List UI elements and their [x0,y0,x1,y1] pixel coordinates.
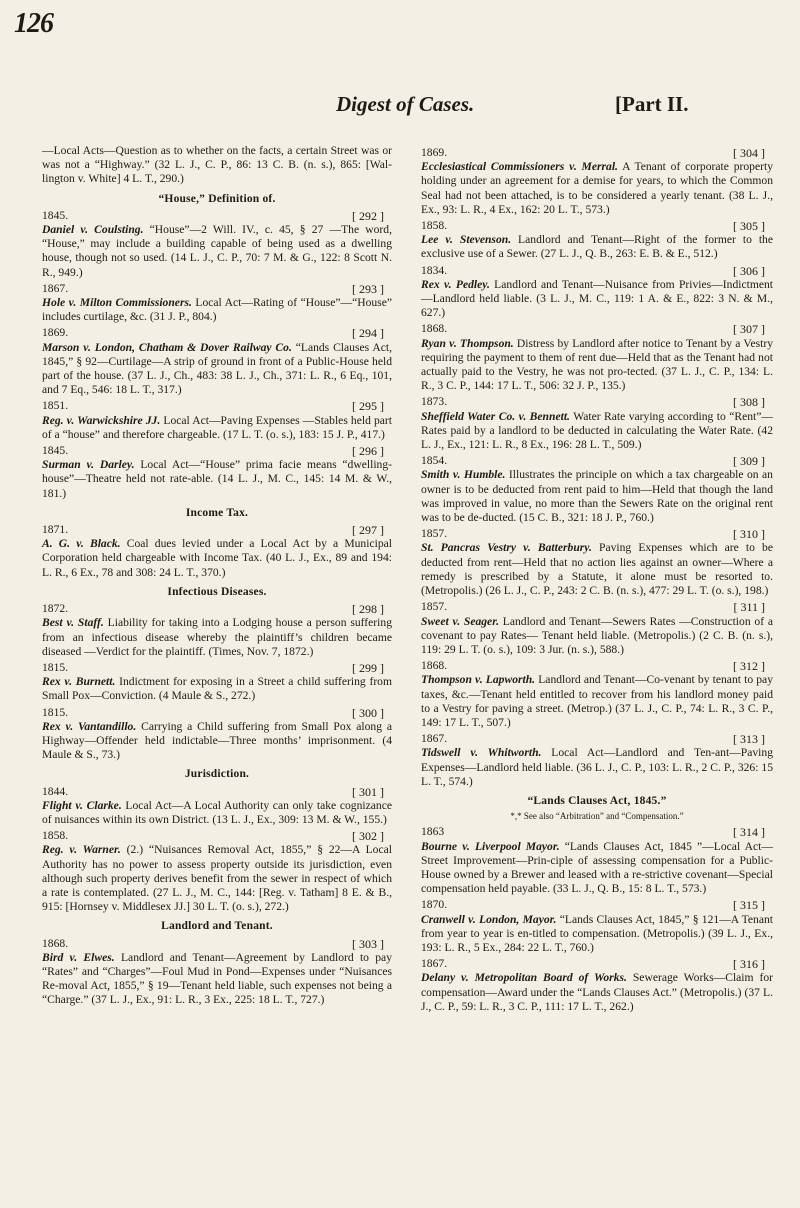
case-year: 1858. [421,219,448,233]
case-year: 1868. [421,322,448,336]
left-column [42,144,392,1009]
case-text: Landlord and Tenant—Nuisance from Privies—Indictment—Landlord held liable. (3 L. J., M. C., 119: 1 A. & E., 822: 3 N. & M., 627.) [421,277,774,320]
case-title: Bird v. Elwes. [42,950,115,964]
case-number: [ 310 ] [733,527,765,542]
case-entry [421,264,773,321]
case-text: “Lands Clauses Act, 1845 ”—Local Act—Street Improvement—Prin-ciple of assessing compensation for a Public-House owned by a Brewer and leased with a re-strictive covenant—Special compensation held payable. (33 L. J., Q. B., 15: 8 L. T., 573.) [421,839,773,896]
case-year-row [421,527,773,541]
case-body [42,414,392,442]
case-text: Landlord and Tenant—Sewers Rates —Construction of a covenant to pay Rates— Tenant held liable. (Metropolis.) (2 C. B. (n. s.), 119: 29 L. T. (o. s.), 109: 3 Jur. (n. s.), 588.) [421,614,773,656]
case-number: [ 295 ] [352,399,384,414]
case-entry [42,209,392,280]
case-body [42,458,392,501]
case-number: [ 316 ] [733,957,765,972]
case-year-row [42,706,392,720]
case-year: 1869. [42,326,69,340]
case-text: “Lands Clauses Act, 1845,” § 92—Curtilage—A strip of ground in front of a Public-House held part of the house. (37 L. J., Ch., 483: 38 L. J., Ch., 371: L. R., 6 Eq., 101, and 7 Eq., 546: 18 L. T., 317.) [42,340,392,397]
case-text: Local Act—“House” prima facie means “dwelling-house”—Theatre held not rate-able. (14 L. J., M. C., 145: 14 M. & W., 181.) [42,458,392,500]
case-text: Indictment for exposing in a Street a child suffering from Small Pox—Conviction. (4 Maule & S., 272.) [42,675,392,703]
case-body [421,673,773,730]
case-title: Delany v. Metropolitan Board of Works. [421,971,627,985]
case-number: [ 306 ] [733,263,765,278]
case-year: 1845. [42,208,69,222]
case-text: “Lands Clauses Act, 1845,” § 121—A Tenant from year to year is en-titled to compensation. (Metropolis.) (39 L. J., Ex., 193: L. R., 5 Ex., 284: 22 L. T., 760.) [421,912,773,954]
case-year-row [421,219,773,233]
case-body [421,278,773,321]
case-title: Marson v. London, Chatham & Dover Railway Co. [42,340,292,354]
case-text: Local Act—Paving Expenses —Stables held part of a “house” and therefore chargeable. (17 L. T. (o. s.), 183: 15 J. P., 417.) [42,413,393,441]
case-body [421,160,773,217]
case-year-row [421,825,773,839]
case-title: Bourne v. Liverpool Mayor. [421,839,560,853]
case-year: 1867. [421,732,448,746]
case-entry [421,219,773,262]
see-also-note: *,* See also “Arbitration” and “Compensation.” [510,811,684,822]
case-title: Reg. v. Warner. [42,843,121,857]
case-text: A Tenant of corporate property holding under an agreement for a demise for years, to which the Common Seal had not been attached, is to be considered a yearly tenant. (38 L. J., Ex., 93: L. R., 4 Ex., 162: 20 L. T., 573.) [421,160,773,216]
header-part: [Part II. [615,92,689,116]
case-year-row [421,322,773,336]
case-title: A. G. v. Black. [42,537,121,551]
running-header [0,92,800,122]
section-heading: “House,” Definition of. [158,192,276,205]
case-body [421,615,773,658]
case-entry [42,706,392,763]
left-intro: —Local Acts—Question as to whether on the facts, a certain Street was or was not a “Highway.” (32 L. J., C. P., 86: 13 C. B. (n. s.), 865: [Wal-lington v. White] 4 L. T., 290.) [42,144,392,186]
case-text: Local Act—Rating of “House”—“House” includes curtilage, &c. (31 J. P., 804.) [42,296,392,324]
case-number: [ 305 ] [733,219,765,234]
case-body [421,233,773,261]
case-title: Thompson v. Lapworth. [421,673,536,687]
case-number: [ 299 ] [352,660,384,675]
case-title: Lee v. Stevenson. [421,233,512,247]
case-entry [42,444,392,501]
case-year: 1834. [421,263,448,277]
case-body [421,468,773,525]
case-title: Reg. v. Warwickshire JJ. [42,413,161,427]
case-year: 1867. [42,281,69,295]
case-title: Tidswell v. Whitworth. [421,746,542,760]
case-entry [421,454,773,525]
case-year-row [421,957,773,971]
case-entry [421,146,773,217]
case-body [421,913,773,956]
case-title: Cranwell v. London, Mayor. [421,912,557,926]
case-body [421,541,773,598]
case-title: Hole v. Milton Commissioners. [42,296,192,310]
case-title: Rex v. Vantandillo. [42,719,137,733]
case-year: 1857. [421,527,448,541]
case-text: Water Rate varying according to “Rent”—Rates paid by a landlord to be deducted in calculating the Water Rate. (42 L. J., Ex., 121: L. R., 8 Ex., 196: 28 L. T., 509.) [421,409,773,452]
case-title: Ecclesiastical Commissioners v. Merral. [421,160,618,174]
case-body [42,537,392,580]
case-number: [ 298 ] [352,602,384,617]
case-number: [ 294 ] [352,326,384,341]
case-year-row [42,326,392,340]
case-body [42,223,392,280]
case-year-row [42,785,392,799]
case-title: St. Pancras Vestry v. Batterbury. [421,541,592,555]
case-text: Landlord and Tenant—Agreement by Landlord to pay “Rates” and “Charges”—Foul Mud in Pond—Expenses under “Nuisances Re-moval Act, 1855,” § 19—Tenant held liable, such expenses not being a “Charge.” (37 L. J., Ex., 91: L. R., 3 Ex., 225: 18 L. T., 727.) [42,950,392,1007]
case-text: Local Act—Landlord and Ten-ant—Paving Expenses—Landlord held liable. (36 L. J., C. P., 103: L. R., 2 C. P., 326: 15 L. T., 574.) [421,746,773,788]
case-number: [ 314 ] [733,825,765,840]
section-heading: Income Tax. [185,506,249,519]
case-year-row [421,454,773,468]
case-year-row [421,898,773,912]
case-title: Smith v. Humble. [421,468,506,482]
case-year: 1870. [421,898,448,912]
case-body [42,675,392,703]
case-number: [ 296 ] [352,444,384,459]
case-year-row [42,523,392,537]
case-entry [421,600,773,657]
case-year-row [42,209,392,223]
case-number: [ 307 ] [733,322,765,337]
case-year: 1858. [42,829,69,843]
case-body [42,951,392,1008]
case-entry [42,785,392,828]
case-year: 1845. [42,444,69,458]
section-heading: Jurisdiction. [184,768,250,781]
case-title: Surman v. Darley. [42,458,135,472]
case-year-row [421,146,773,160]
case-entry [421,395,773,452]
case-text: (2.) “Nuisances Removal Act, 1855,” § 22—A Local Authority has no power to assess property outside its jurisdiction, even although such property derives benefit from the sewer in respect of which a rate is contemplated. (27 L. J., M. C., 144: [Reg. v. Tatham] 8 E. & B., 915: [Hornsey v. Middlesex JJ.] 30 L. T. (o. s.), 272.) [42,843,392,914]
case-text: “House”—2 Will. IV., c. 45, § 27 —The word, “House,” may include a building capable of being used as a dwelling house, though not so used. (14 L. J., C. P., 70: 7 M. & G., 122: 8 Scott N. R., 949.) [42,223,392,279]
case-number: [ 304 ] [733,146,765,160]
section-heading: Landlord and Tenant. [161,920,273,933]
case-body [421,337,773,394]
case-title: Sweet v. Seager. [421,614,499,628]
case-number: [ 315 ] [733,898,765,913]
case-number: [ 311 ] [733,600,765,615]
case-year-row [42,829,392,843]
case-entry [42,523,392,580]
case-title: Sheffield Water Co. v. Bennett. [421,409,570,423]
case-text: Distress by Landlord after notice to Tenant by a Vestry requiring the payment to them of rent due—Held that as the Tenant had not actually paid to the Vestry, he was not pro-tected. (37 L. J., C. P., 134: L. R., 3 C. P., 144: 17 L. T., 506: 32 J. P., 135.) [421,336,774,393]
case-entry [421,732,773,789]
case-number: [ 308 ] [733,395,765,410]
case-year: 1863 [421,825,445,839]
case-year: 1868. [421,659,448,673]
right-column [421,144,773,1015]
header-title: Digest of Cases. [336,92,475,116]
case-year: 1851. [42,399,69,413]
case-year-row [421,395,773,409]
case-title: Best v. Staff. [42,616,104,630]
case-number: [ 309 ] [733,454,765,469]
case-entry [421,957,773,1014]
section-heading: “Lands Clauses Act, 1845.” [527,794,667,807]
case-entry [421,825,773,896]
case-body [42,843,392,914]
case-year-row [42,602,392,616]
case-year: 1815. [42,705,69,719]
page-number: 126 [14,8,53,39]
case-number: [ 292 ] [352,208,384,223]
case-year-row [42,399,392,413]
case-body [42,341,392,398]
case-year: 1868. [42,936,69,950]
case-title: Rex v. Pedley. [421,277,490,291]
case-entry [42,602,392,659]
case-year-row [42,282,392,296]
case-title: Daniel v. Coulsting. [42,223,144,237]
case-body [421,410,773,453]
case-entry [42,326,392,397]
case-body [42,720,392,763]
case-year-row [421,264,773,278]
case-entry [421,322,773,393]
case-number: [ 312 ] [733,659,765,674]
case-year: 1869. [421,146,448,159]
case-number: [ 302 ] [352,829,384,844]
case-text: Sewerage Works—Claim for compensation—Award under the “Lands Clauses Act.” (Metropolis.) (37 L. J., C. P., 59: L. R., 3 C. P., 111: 17 L. T., 262.) [421,971,773,1013]
case-body [42,296,392,324]
case-body [421,971,773,1014]
case-text: Landlord and Tenant—Right of the former to the exclusive use of a Sewer. (27 L. J., Q. B., 263: E. B. & E., 512.) [421,233,773,261]
case-entry [42,661,392,704]
case-year: 1867. [421,957,448,971]
case-text: Liability for taking into a Lodging house a person suffering from an infectious disease whereby the plaintiff’s children became diseased —Verdict for the plaintiff. (Times, Nov. 7, 1872.) [42,616,392,658]
case-year: 1871. [42,523,69,537]
case-entry [421,659,773,730]
case-year-row [421,600,773,614]
case-title: Rex v. Burnett. [42,675,116,689]
case-entry [421,898,773,955]
case-body [421,840,773,897]
case-title: Ryan v. Thompson. [421,336,514,350]
case-year: 1844. [42,784,69,798]
case-number: [ 300 ] [352,705,384,720]
case-year: 1854. [421,454,448,468]
case-body [42,799,392,827]
case-title: Flight v. Clarke. [42,798,122,812]
case-year-row [421,732,773,746]
case-number: [ 301 ] [352,784,384,799]
case-text: Landlord and Tenant—Co-venant by tenant to pay taxes, &c.—Tenant held entitled to recover from his landlord money paid to a Vestry for paving a street. (Metrop.) (37 L. J., C. P., 74: L. R., 3 C. P., 149: 17 L. T., 507.) [421,673,773,729]
case-year-row [42,444,392,458]
case-number: [ 297 ] [352,523,384,538]
case-year: 1857. [421,600,448,614]
case-year-row [421,659,773,673]
case-entry [42,937,392,1008]
case-number: [ 303 ] [352,936,384,951]
case-text: Paving Expenses which are to be deducted from rent—Held that no action lies against an owner—Where a remedy is prescribed by a Statute, it alone must be resorted to. (Metropolis.) (26 L. J., C. P., 243: 2 C. B. (n. s.), 477: 29 L. T. (o. s.), 198.) [421,541,773,598]
case-year: 1815. [42,660,69,674]
case-number: [ 313 ] [733,732,765,747]
case-year: 1872. [42,602,69,616]
case-year: 1873. [421,395,448,409]
case-entry [42,829,392,914]
case-entry [42,282,392,325]
case-text: Illustrates the principle on which a tax chargeable on an owner is to be deducted from rent paid to him—Held that though the land was improved in value, no more than the Sewers Rate on the original rent was to be de-ducted. (15 C. B., 321: 18 J. P., 760.) [421,468,773,525]
case-year-row [42,661,392,675]
case-entry [421,527,773,598]
case-entry [42,399,392,442]
case-year-row [42,937,392,951]
case-body [421,746,773,789]
case-body [42,616,392,659]
case-text: Local Act—A Local Authority can only take cognizance of nuisances within its own District. (13 L. J., Ex., 309: 13 M. & W., 155.) [42,798,393,826]
case-text: Carrying a Child suffering from Small Pox along a Highway—Offender held indictable—Three months’ imprisonment. (4 Maule & S., 73.) [42,719,392,762]
case-text: Coal dues levied under a Local Act by a Municipal Corporation held chargeable with Income Tax. (40 L. J., Ex., 89 and 194: L. R., 6 Ex., 78 and 308: 24 L. T., 370.) [42,537,392,579]
case-number: [ 293 ] [352,281,384,296]
section-heading: Infectious Diseases. [167,585,267,598]
